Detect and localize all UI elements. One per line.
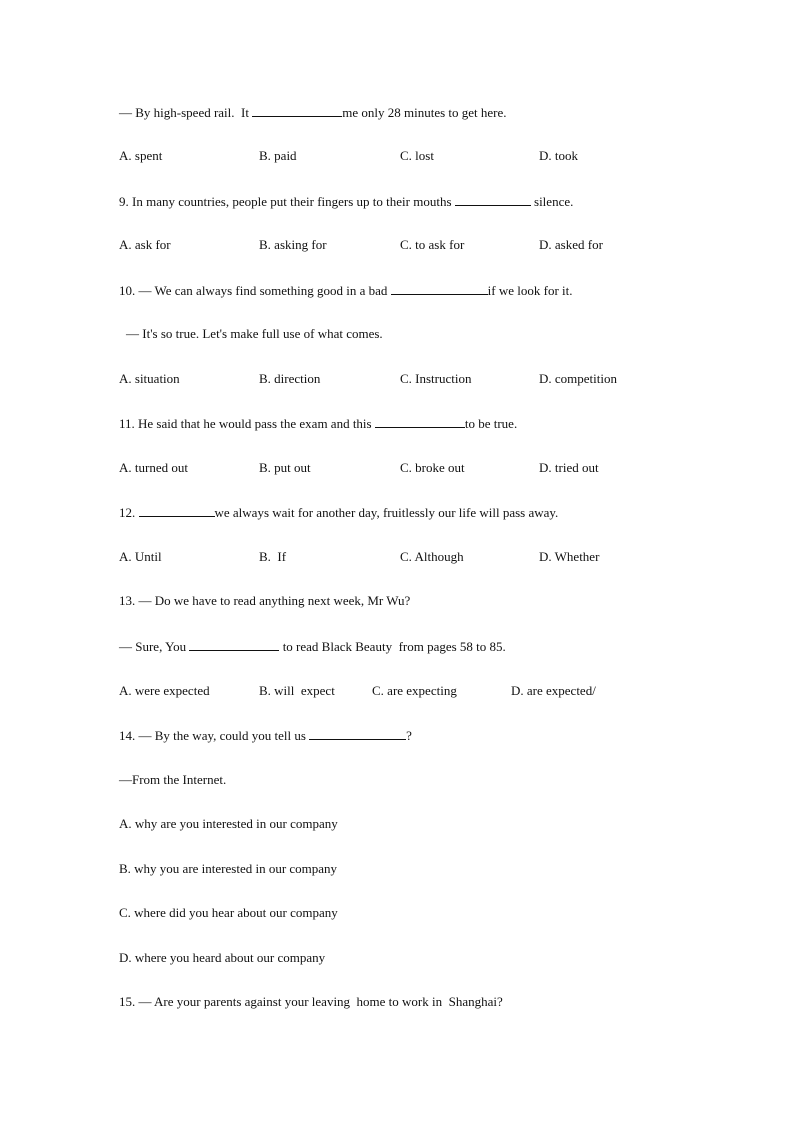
q10-blank	[391, 282, 488, 295]
q10-option-d: D. competition	[539, 371, 617, 386]
q13-option-b: B. will expect	[259, 683, 335, 698]
q9-option-b: B. asking for	[259, 237, 327, 252]
q13-reply	[119, 638, 506, 655]
q9-option-c: C. to ask for	[400, 237, 465, 252]
q12-stem	[119, 504, 558, 521]
q9-option-d: D. asked for	[539, 237, 603, 252]
q9-blank	[455, 193, 531, 206]
q13-option-a: A. were expected	[119, 683, 210, 698]
q13-option-c: C. are expecting	[372, 683, 457, 698]
q14-option-b: B. why you are interested in our company	[119, 861, 338, 876]
q14-option-c: C. where did you hear about our company	[119, 905, 338, 920]
q13-blank	[189, 638, 279, 651]
q9-option-a: A. ask for	[119, 237, 171, 252]
q8-text-after: me only 28 minutes to get here.	[342, 105, 507, 120]
q10-option-b: B. direction	[259, 371, 321, 386]
q10-reply: — It's so true. Let's make full use of what comes.	[126, 326, 383, 341]
q8-answer-line	[119, 104, 507, 121]
q12-option-d: D. Whether	[539, 549, 600, 564]
q11-stem	[119, 415, 517, 432]
q10-text-after: if we look for it.	[487, 283, 573, 298]
q13-text-before: — Sure, You	[119, 639, 190, 654]
q10-option-a: A. situation	[119, 371, 180, 386]
q10-option-c: C. Instruction	[400, 371, 472, 386]
q11-option-d: D. tried out	[539, 460, 599, 475]
q10-text-before: 10. — We can always find something good in a bad	[119, 283, 391, 298]
q14-reply: —From the Internet.	[119, 772, 227, 787]
q9-stem	[119, 193, 573, 210]
q13-stem: 13. — Do we have to read anything next week, Mr Wu?	[119, 593, 411, 608]
q11-option-b: B. put out	[259, 460, 311, 475]
q8-text-before: — By high-speed rail. It	[119, 105, 253, 120]
q8-option-a: A. spent	[119, 148, 163, 163]
q12-blank	[139, 504, 215, 517]
q12-option-a: A. Until	[119, 549, 162, 564]
q9-text-after: silence.	[530, 194, 574, 209]
q8-option-b: B. paid	[259, 148, 297, 163]
q10-stem	[119, 282, 573, 299]
q11-option-c: C. broke out	[400, 460, 465, 475]
q14-text-before: 14. — By the way, could you tell us	[119, 728, 310, 743]
q11-text-after: to be true.	[464, 416, 518, 431]
q8-option-c: C. lost	[400, 148, 434, 163]
q8-blank	[252, 104, 342, 117]
q12-option-b: B. If	[259, 549, 287, 564]
q11-blank	[375, 415, 465, 428]
q14-blank	[309, 727, 406, 740]
q8-option-d: D. took	[539, 148, 578, 163]
q14-option-a: A. why are you interested in our company	[119, 816, 338, 831]
q14-text-after: ?	[406, 728, 412, 743]
q14-option-d: D. where you heard about our company	[119, 950, 326, 965]
q9-text-before: 9. In many countries, people put their fingers up to their mouths	[119, 194, 455, 209]
q11-text-before: 11. He said that he would pass the exam and this	[119, 416, 375, 431]
q14-stem	[119, 727, 412, 744]
q12-option-c: C. Although	[400, 549, 464, 564]
q13-option-d: D. are expected/	[511, 683, 596, 698]
q12-text-before: 12.	[119, 505, 139, 520]
q13-text-after: to read Black Beauty from pages 58 to 85.	[279, 639, 506, 654]
q15-stem: 15. — Are your parents against your leaving home to work in Shanghai?	[119, 994, 503, 1009]
q12-text-after: we always wait for another day, fruitlessly our life will pass away.	[214, 505, 559, 520]
q11-option-a: A. turned out	[119, 460, 188, 475]
